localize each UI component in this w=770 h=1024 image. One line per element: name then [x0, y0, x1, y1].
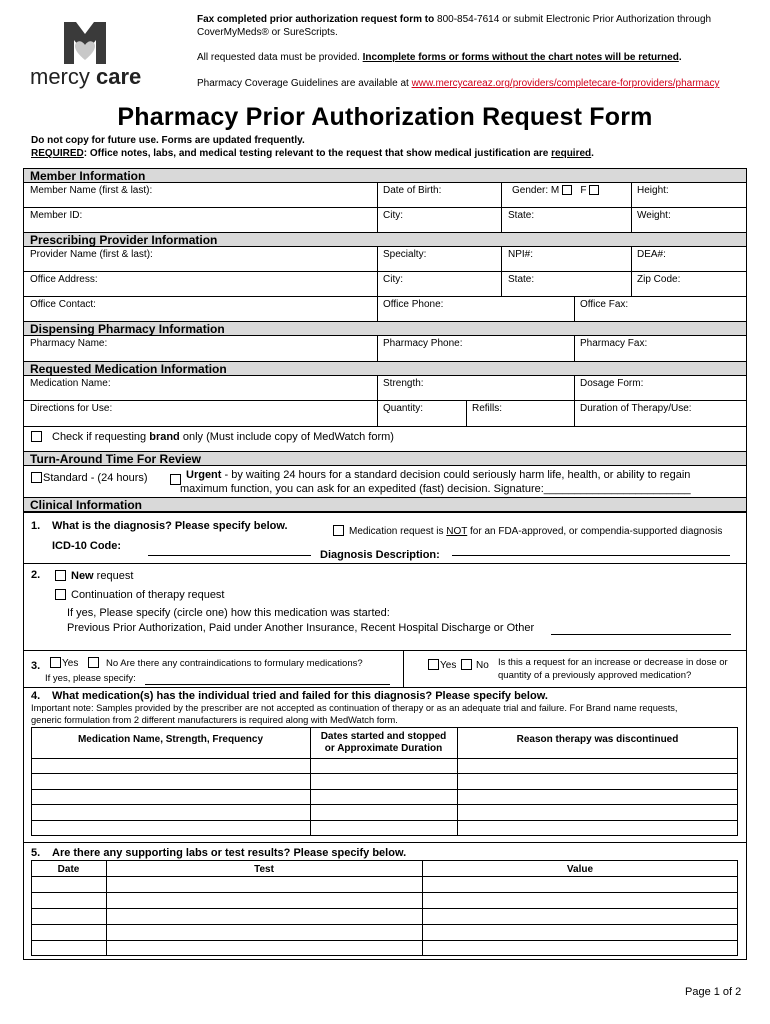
- fax-instructions: Fax completed prior authorization request form to 800-854-7614 or submit Electronic Prior Authorization through: [197, 14, 712, 25]
- q4-note-line1: Important note: Samples provided by the prescriber are not accepted as continuation of therapy or as an adequate trial and failure. For Brand name requests,: [31, 703, 678, 713]
- continuation-checkbox[interactable]: [55, 589, 66, 600]
- q3-if-yes: If yes, please specify:: [45, 673, 136, 684]
- weight-field[interactable]: Weight:: [637, 210, 671, 221]
- logo-wordmark: mercy care: [30, 64, 142, 89]
- q3b-text-1: Is this a request for an increase or decrease in dose or: [498, 657, 728, 668]
- fda-label: Medication request is NOT for an FDA-approved, or compendia-supported diagnosis: [349, 526, 723, 537]
- brand-checkbox[interactable]: [31, 431, 42, 442]
- provider-section-heading: Prescribing Provider Information: [23, 232, 747, 247]
- icd10-line[interactable]: [148, 555, 311, 556]
- specialty-field[interactable]: Specialty:: [383, 249, 427, 260]
- guidelines-notice: Pharmacy Coverage Guidelines are available at www.mercycareaz.org/providers/completecare-forproviders/pharmacy: [197, 78, 720, 89]
- urgent-label: Urgent - by waiting 24 hours for a standard decision could seriously harm life, health, or ability to regain: [186, 469, 691, 481]
- q2-number: 2.: [31, 569, 41, 581]
- q3b-yes-checkbox[interactable]: [428, 659, 439, 670]
- directions-field[interactable]: Directions for Use:: [30, 403, 113, 414]
- q5-question: Are there any supporting labs or test results? Please specify below.: [52, 847, 407, 859]
- member-section-heading: Member Information: [23, 168, 747, 183]
- dosage-form-field[interactable]: Dosage Form:: [580, 378, 644, 389]
- q3-yes-checkbox[interactable]: [50, 657, 61, 668]
- pharmacy-phone-field[interactable]: Pharmacy Phone:: [383, 338, 463, 349]
- provider-name-field[interactable]: Provider Name (first & last):: [30, 249, 153, 260]
- pharmacy-section-heading: Dispensing Pharmacy Information: [23, 321, 747, 336]
- q3-yes-label: Yes: [62, 658, 79, 669]
- q3-no-checkbox[interactable]: [88, 657, 99, 668]
- q1-number: 1.: [31, 520, 41, 532]
- q2-if-yes: If yes, Please specify (circle one) how this medication was started:: [67, 607, 390, 619]
- q4-note-line2: generic formulation from 2 different manufacturers is required along with MedWatch form.: [31, 715, 398, 725]
- quantity-field[interactable]: Quantity:: [383, 403, 424, 414]
- q1-question: What is the diagnosis? Please specify below.: [52, 520, 288, 532]
- page-number: Page 1 of 2: [685, 986, 742, 998]
- pharmacy-fax-field[interactable]: Pharmacy Fax:: [580, 338, 648, 349]
- q3-specify-line[interactable]: [145, 684, 390, 685]
- q4-question: What medication(s) has the individual tried and failed for this diagnosis? Please specify below.: [52, 690, 548, 702]
- new-request-label: New request: [71, 570, 134, 582]
- continuation-label: Continuation of therapy request: [71, 589, 225, 601]
- dea-field[interactable]: DEA#:: [637, 249, 666, 260]
- gender-field: Gender: M F: [512, 185, 599, 196]
- brand-label: Check if requesting brand only (Must include copy of MedWatch form): [52, 431, 394, 443]
- height-field[interactable]: Height:: [637, 185, 669, 196]
- q4-header-dates: Dates started and stopped: [320, 731, 447, 742]
- q3b-no-label: No: [476, 660, 489, 671]
- fda-checkbox[interactable]: [333, 525, 344, 536]
- refills-field[interactable]: Refills:: [472, 403, 503, 414]
- q5-header-test: Test: [254, 864, 274, 875]
- q3-no-label: No Are there any contraindications to formulary medications?: [106, 658, 363, 669]
- standard-checkbox[interactable]: [31, 472, 42, 483]
- provider-city-field[interactable]: City:: [383, 274, 403, 285]
- office-address-field[interactable]: Office Address:: [30, 274, 98, 285]
- q5-header-date: Date: [57, 864, 80, 875]
- provider-state-field[interactable]: State:: [508, 274, 535, 285]
- urgent-signature-line[interactable]: maximum function, you can ask for an expedited (fast) decision. Signature:________________________: [180, 483, 691, 495]
- standard-label: Standard - (24 hours): [43, 472, 148, 484]
- diagnosis-description-label: Diagnosis Description:: [320, 549, 440, 561]
- q5-number: 5.: [31, 847, 41, 859]
- mercy-care-logo-icon: [62, 20, 108, 66]
- member-id-field[interactable]: Member ID:: [30, 210, 83, 221]
- member-state-field[interactable]: State:: [508, 210, 535, 221]
- diagnosis-description-line[interactable]: [452, 555, 730, 556]
- new-request-checkbox[interactable]: [55, 570, 66, 581]
- icd10-label: ICD-10 Code:: [52, 540, 122, 552]
- gender-m-checkbox[interactable]: [562, 185, 572, 195]
- q3-number: 3.: [31, 660, 41, 672]
- medication-name-field[interactable]: Medication Name:: [30, 378, 111, 389]
- q4-header-duration: or Approximate Duration: [324, 743, 443, 754]
- gender-f-checkbox[interactable]: [589, 185, 599, 195]
- q2-options[interactable]: Previous Prior Authorization, Paid under Another Insurance, Recent Hospital Discharge or Other: [67, 622, 535, 634]
- clinical-section-heading: Clinical Information: [23, 497, 747, 512]
- strength-field[interactable]: Strength:: [383, 378, 424, 389]
- copy-notice: Do not copy for future use. Forms are updated frequently.: [31, 135, 305, 146]
- office-contact-field[interactable]: Office Contact:: [30, 299, 96, 310]
- fax-instructions-line2: CoverMyMeds® or SureScripts.: [197, 27, 338, 38]
- turnaround-section-heading: Turn-Around Time For Review: [23, 451, 747, 466]
- member-city-field[interactable]: City:: [383, 210, 403, 221]
- duration-field[interactable]: Duration of Therapy/Use:: [580, 403, 692, 414]
- page-title: Pharmacy Prior Authorization Request Form: [117, 103, 653, 131]
- q3b-yes-label: Yes: [440, 660, 457, 671]
- q5-header-value: Value: [566, 864, 594, 875]
- office-phone-field[interactable]: Office Phone:: [383, 299, 444, 310]
- zip-field[interactable]: Zip Code:: [637, 274, 681, 285]
- q4-number: 4.: [31, 690, 41, 702]
- office-fax-field[interactable]: Office Fax:: [580, 299, 629, 310]
- q2-other-line[interactable]: [551, 634, 731, 635]
- member-name-field[interactable]: Member Name (first & last):: [30, 185, 153, 196]
- pharmacy-name-field[interactable]: Pharmacy Name:: [30, 338, 108, 349]
- npi-field[interactable]: NPI#:: [508, 249, 534, 260]
- guidelines-link[interactable]: www.mercycareaz.org/providers/completecare-forproviders/pharmacy: [411, 78, 720, 89]
- dob-field[interactable]: Date of Birth:: [383, 185, 442, 196]
- medication-section-heading: Requested Medication Information: [23, 361, 747, 376]
- required-notice: REQUIRED: Office notes, labs, and medical testing relevant to the request that show medical justification are required.: [31, 148, 594, 159]
- q4-header-reason: Reason therapy was discontinued: [516, 734, 679, 745]
- q3b-text-2: quantity of a previously approved medication?: [498, 670, 692, 681]
- q4-header-medication: Medication Name, Strength, Frequency: [77, 734, 264, 745]
- q3b-no-checkbox[interactable]: [461, 659, 472, 670]
- required-data-notice: All requested data must be provided. Incomplete forms or forms without the chart notes will be returned.: [197, 52, 682, 63]
